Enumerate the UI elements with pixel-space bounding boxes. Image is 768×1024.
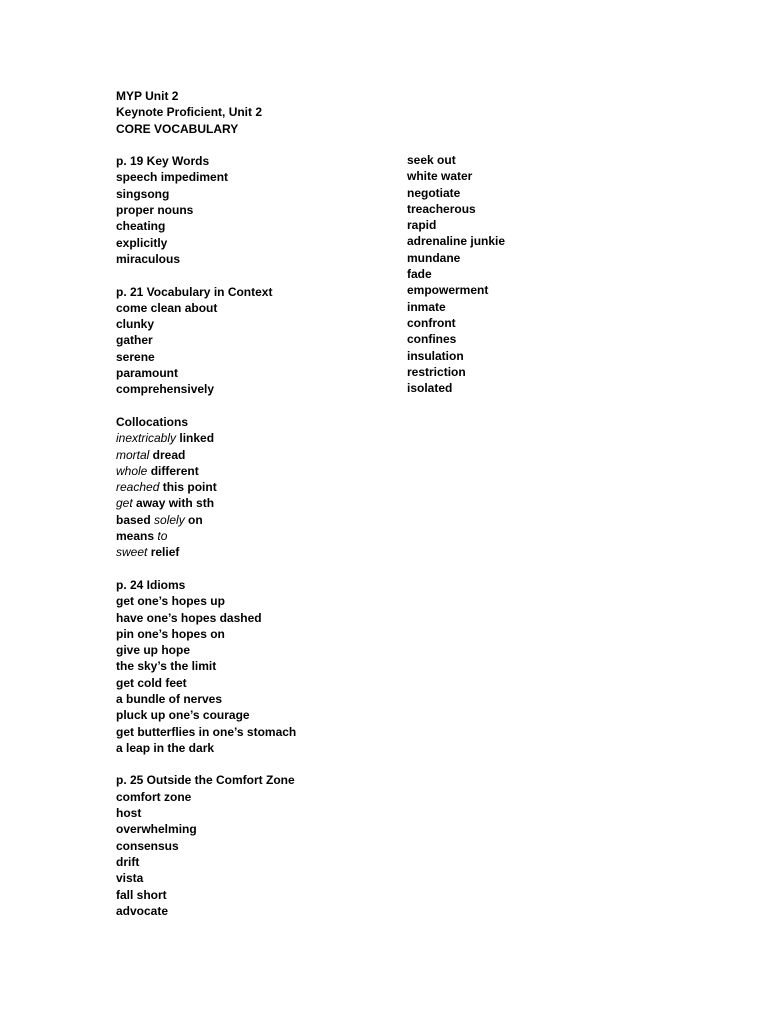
right-vocab-item: negotiate: [407, 185, 461, 200]
right-vocab-item: isolated: [407, 381, 453, 396]
key-word-item: miraculous: [116, 251, 181, 266]
spacer: [116, 267, 386, 283]
idiom-item: a leap in the dark: [116, 740, 215, 755]
idiom-item: get cold feet: [116, 675, 187, 690]
spacer: [116, 137, 386, 153]
idiom-item: get one’s hopes up: [116, 594, 225, 609]
right-vocab-item: confines: [407, 332, 457, 347]
right-vocab-item: insulation: [407, 348, 464, 363]
comfort-zone-item: consensus: [116, 838, 179, 853]
key-words-heading: p. 19 Key Words: [116, 154, 210, 169]
collocation-item: based solely on: [116, 512, 203, 527]
spacer: [116, 756, 386, 772]
idiom-item: pluck up one’s courage: [116, 708, 250, 723]
left-column: [116, 88, 386, 919]
spacer: [116, 561, 386, 577]
key-word-item: proper nouns: [116, 203, 194, 218]
header-book: Keynote Proficient, Unit 2: [116, 105, 263, 120]
right-vocab-item: seek out: [407, 153, 456, 167]
idioms-heading: p. 24 Idioms: [116, 577, 186, 592]
idiom-item: have one’s hopes dashed: [116, 610, 262, 625]
collocations-heading: Collocations: [116, 414, 189, 429]
idiom-item: a bundle of nerves: [116, 691, 223, 706]
vocab-context-item: gather: [116, 333, 153, 348]
collocation-item: means to: [116, 529, 168, 544]
idiom-item: give up hope: [116, 643, 191, 658]
right-vocab-item: white water: [407, 169, 473, 184]
collocation-item: whole different: [116, 463, 199, 478]
vocab-context-item: clunky: [116, 317, 155, 332]
comfort-zone-item: vista: [116, 871, 144, 886]
comfort-zone-item: overwhelming: [116, 822, 197, 837]
vocab-context-heading: p. 21 Vocabulary in Context: [116, 284, 273, 299]
header-unit: MYP Unit 2: [116, 89, 179, 103]
comfort-zone-heading: p. 25 Outside the Comfort Zone: [116, 773, 295, 788]
right-vocab-item: adrenaline junkie: [407, 234, 506, 249]
idiom-item: get butterflies in one’s stomach: [116, 724, 297, 739]
collocation-item: sweet relief: [116, 545, 180, 560]
vocab-context-item: serene: [116, 349, 155, 364]
key-word-item: speech impediment: [116, 170, 229, 185]
key-word-item: explicitly: [116, 235, 168, 250]
key-word-item: singsong: [116, 186, 170, 201]
comfort-zone-item: drift: [116, 854, 140, 869]
comfort-zone-item: advocate: [116, 903, 169, 918]
collocation-item: mortal dread: [116, 447, 186, 462]
right-column: [407, 152, 657, 396]
vocab-context-item: come clean about: [116, 300, 218, 315]
collocation-item: reached this point: [116, 480, 217, 495]
right-vocab-item: rapid: [407, 218, 437, 233]
collocation-item: get away with sth: [116, 496, 215, 511]
comfort-zone-item: fall short: [116, 887, 167, 902]
idiom-item: the sky’s the limit: [116, 659, 217, 674]
right-vocab-item: empowerment: [407, 283, 489, 298]
right-vocab-item: mundane: [407, 250, 461, 265]
comfort-zone-item: comfort zone: [116, 789, 192, 804]
spacer: [116, 398, 386, 414]
right-vocab-item: treacherous: [407, 201, 476, 216]
comfort-zone-item: host: [116, 806, 142, 821]
right-vocab-item: inmate: [407, 299, 446, 314]
idiom-item: pin one’s hopes on: [116, 626, 225, 641]
vocab-context-item: paramount: [116, 366, 179, 381]
header-title: CORE VOCABULARY: [116, 121, 239, 136]
vocab-context-item: comprehensively: [116, 382, 215, 397]
collocation-item: inextricably linked: [116, 431, 215, 446]
right-vocab-item: restriction: [407, 364, 466, 379]
key-word-item: cheating: [116, 219, 166, 234]
right-vocab-item: confront: [407, 315, 456, 330]
right-vocab-item: fade: [407, 267, 432, 282]
